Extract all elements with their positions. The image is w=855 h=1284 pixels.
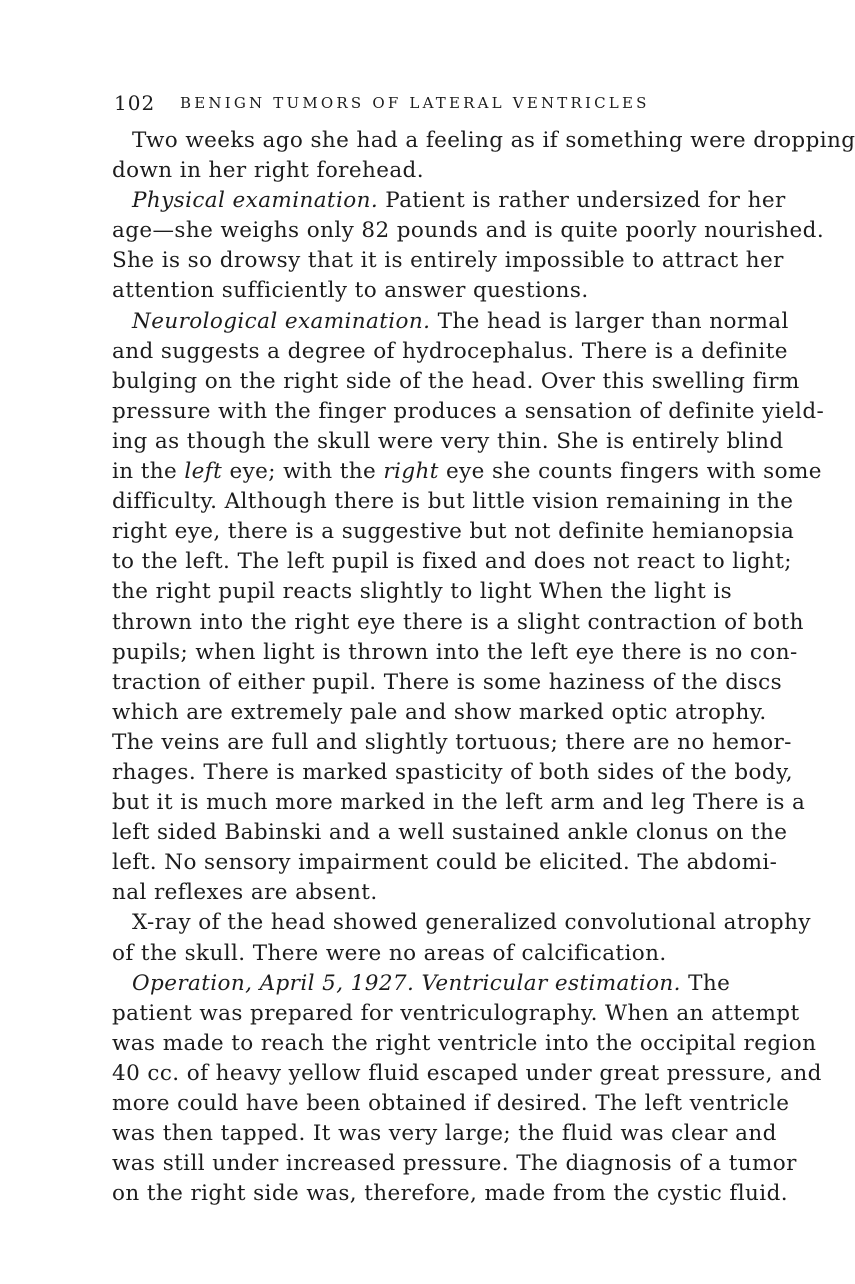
text-line: right eye, there is a suggestive but not definite hemianopsia xyxy=(112,519,795,545)
text-line: The veins are full and slightly tortuous; there are no hemor- xyxy=(112,729,792,755)
page-number: 102 xyxy=(114,91,156,115)
emphasis-right: right xyxy=(383,459,439,485)
text-line: 40 cc. of heavy yellow fluid escaped under great pressure, and xyxy=(112,1060,822,1086)
running-head xyxy=(114,91,704,117)
emphasis-left: left xyxy=(184,459,223,485)
text-line: left sided Babinski and a well sustained ankle clonus on the xyxy=(112,820,788,846)
text-line: thrown into the right eye there is a slight contraction of both xyxy=(112,609,804,635)
text-line: of the skull. There were no areas of calcification. xyxy=(112,940,667,966)
text-line: the right pupil reacts slightly to light When the light is xyxy=(112,579,733,605)
text-line: was still under increased pressure. The diagnosis of a tumor xyxy=(112,1151,797,1177)
text-line: rhages. There is marked spasticity of both sides of the body, xyxy=(112,759,793,785)
text-line: Neurological examination. The head is larger than normal xyxy=(132,308,789,334)
text-line: and suggests a degree of hydrocephalus. There is a definite xyxy=(112,338,788,364)
text-line: but it is much more marked in the left arm and leg There is a xyxy=(112,790,806,816)
section-lead-operation: Operation, April 5, 1927. Ventricular estimation. xyxy=(132,970,681,996)
text-line: on the right side was, therefore, made from the cystic fluid. xyxy=(112,1181,788,1207)
section-lead-physical-examination: Physical examination. xyxy=(132,188,379,214)
text-line: difficulty. Although there is but little vision remaining in the xyxy=(112,489,794,515)
text-line: more could have been obtained if desired. The left ventricle xyxy=(112,1091,790,1116)
section-lead-neurological-examination: Neurological examination. xyxy=(132,308,431,334)
text-line: Physical examination. Patient is rather undersized for her xyxy=(132,188,786,214)
text-line: age—she weighs only 82 pounds and is quite poorly nourished. xyxy=(112,218,825,244)
text-line: bulging on the right side of the head. Over this swelling firm xyxy=(112,368,800,394)
text-line: nal reflexes are absent. xyxy=(112,880,378,906)
text-line: ing as though the skull were very thin. She is entirely blind xyxy=(112,428,784,454)
text-line: which are extremely pale and show marked optic atrophy. xyxy=(112,699,767,725)
text-line: traction of either pupil. There is some haziness of the discs xyxy=(112,669,783,695)
text-line: attention sufficiently to answer questions. xyxy=(112,278,589,304)
text-line: Operation, April 5, 1927. Ventricular estimation. The xyxy=(132,970,731,996)
text-line: left. No sensory impairment could be elicited. The abdomi- xyxy=(112,850,778,876)
running-title: BENIGN TUMORS OF LATERAL VENTRICLES xyxy=(180,94,650,112)
text-line: X-ray of the head showed generalized convolutional atrophy xyxy=(132,910,811,936)
text-line: in the left eye; with the right eye she counts fingers with some xyxy=(112,459,822,485)
text-line: pressure with the finger produces a sensation of definite yield- xyxy=(112,398,825,424)
text-line: was then tapped. It was very large; the fluid was clear and xyxy=(112,1121,777,1147)
text-line: Two weeks ago she had a feeling as if something were dropping xyxy=(132,128,855,153)
text-line: pupils; when light is thrown into the left eye there is no con- xyxy=(112,639,798,665)
text-line: She is so drowsy that it is entirely impossible to attract her xyxy=(112,248,784,274)
text-line: patient was prepared for ventriculography. When an attempt xyxy=(112,1000,800,1026)
body-text xyxy=(112,126,855,1209)
text-line: down in her right forehead. xyxy=(112,158,424,184)
text-line: was made to reach the right ventricle into the occipital region xyxy=(112,1030,817,1056)
text-line: to the left. The left pupil is fixed and does not react to light; xyxy=(112,549,792,575)
